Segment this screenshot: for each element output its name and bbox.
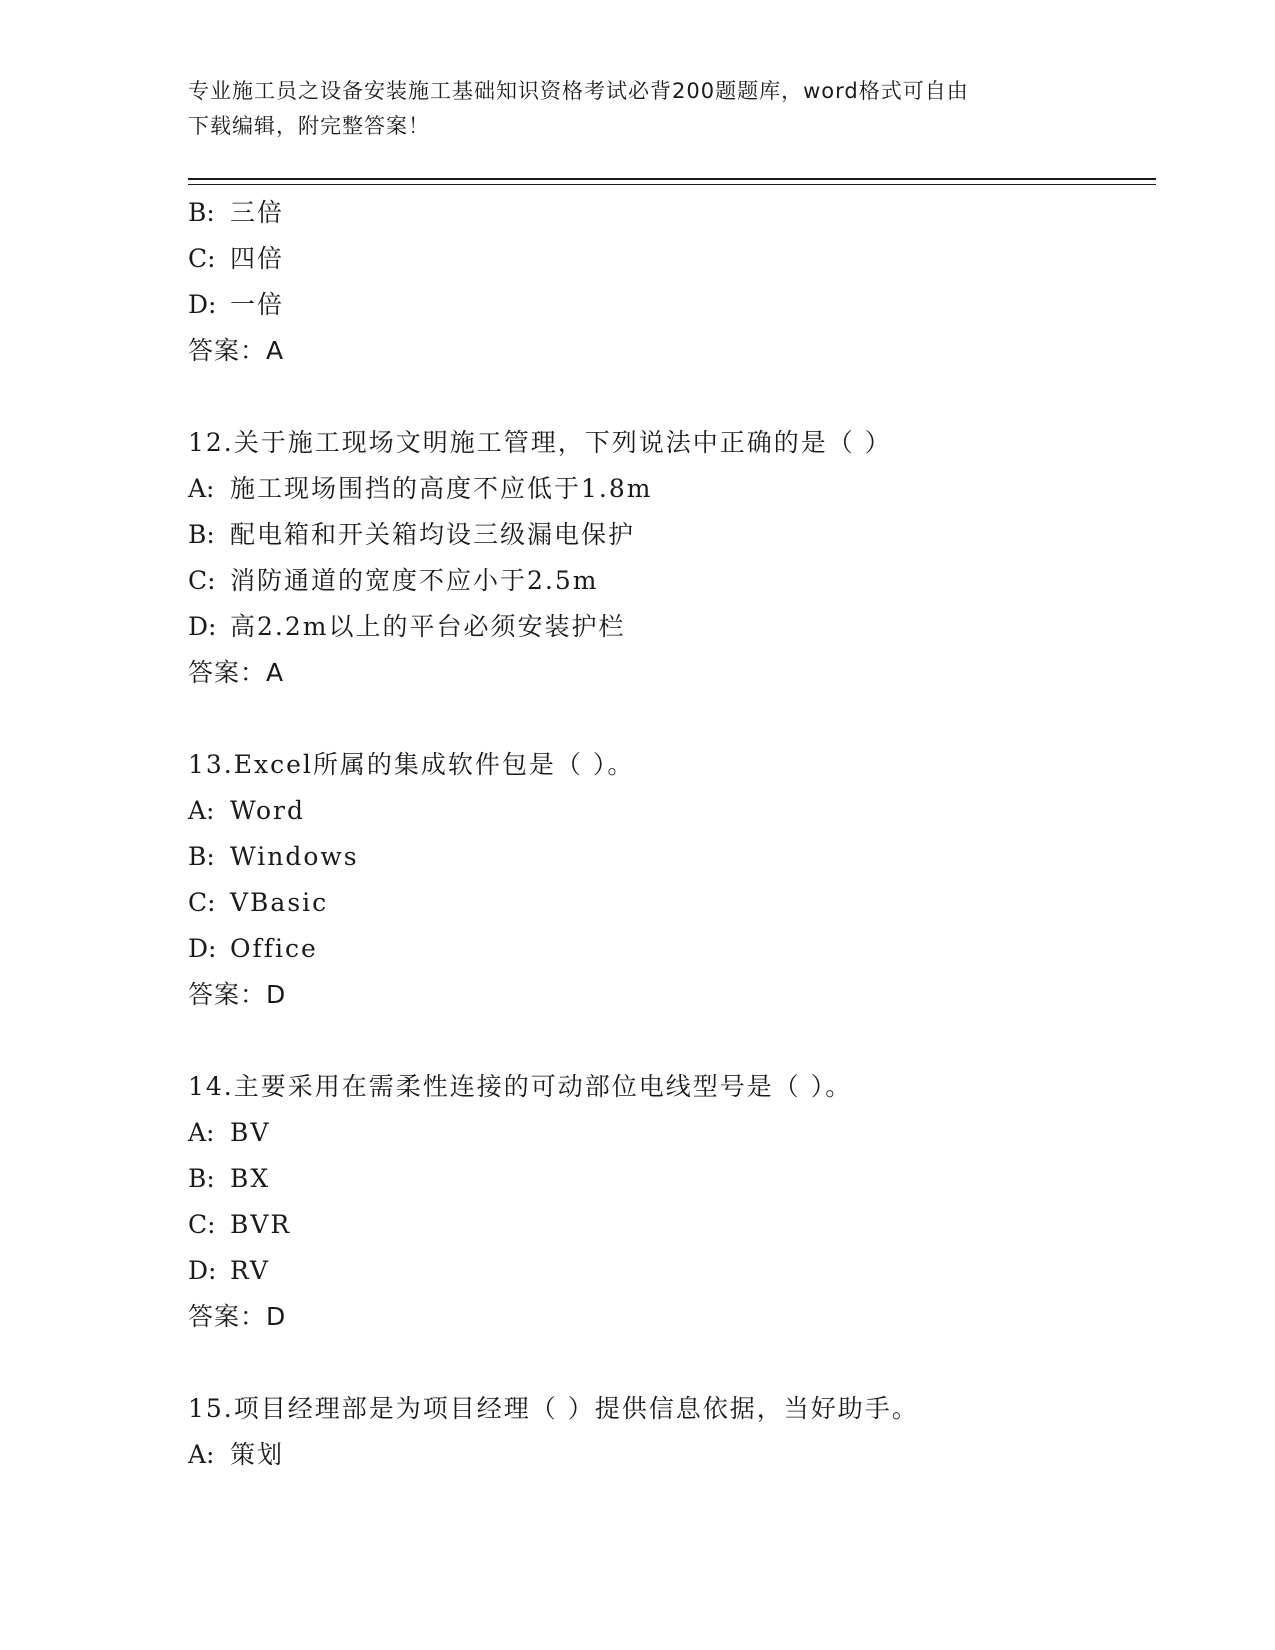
spacer [188, 1340, 1148, 1386]
option-label: A: [188, 1118, 215, 1147]
option-text: Windows [230, 842, 359, 871]
question-stem: 14.主要采用在需柔性连接的可动部位电线型号是（ ）。 [188, 1072, 853, 1101]
option-row [188, 604, 1148, 650]
answer-line: 答案：A [188, 336, 285, 365]
option-text: 策划 [230, 1440, 285, 1469]
header-rule-thin [188, 184, 1156, 185]
header-line-1: 专业施工员之设备安装施工基础知识资格考试必背200题题库，word格式可自由 [188, 79, 969, 103]
option-text: 四倍 [230, 244, 285, 273]
option-label: B: [188, 1164, 215, 1193]
option-label: D: [188, 290, 217, 319]
answer-line: 答案：D [188, 980, 287, 1009]
option-row [188, 1248, 1148, 1294]
option-label: D: [188, 612, 217, 641]
question-list [188, 190, 1148, 1478]
option-text: RV [230, 1256, 270, 1285]
option-text: VBasic [230, 888, 329, 917]
option-label: D: [188, 1256, 217, 1285]
option-text: 高2.2m以上的平台必须安装护栏 [230, 612, 626, 641]
option-text: 一倍 [230, 290, 285, 319]
option-label: C: [188, 1210, 216, 1239]
option-row [188, 1156, 1148, 1202]
option-label: A: [188, 1440, 215, 1469]
header-rule-thick [188, 178, 1156, 180]
option-label: D: [188, 934, 217, 963]
option-text: Word [230, 796, 306, 825]
option-row [188, 834, 1148, 880]
option-label: C: [188, 566, 216, 595]
option-row [188, 880, 1148, 926]
question-stem: 15.项目经理部是为项目经理（ ）提供信息依据，当好助手。 [188, 1394, 919, 1423]
option-row [188, 1110, 1148, 1156]
option-row [188, 466, 1148, 512]
option-text: 消防通道的宽度不应小于2.5m [230, 566, 599, 595]
header-line-2: 下载编辑，附完整答案！ [188, 114, 430, 138]
option-row [188, 190, 1148, 236]
document-header [188, 74, 1088, 144]
option-label: C: [188, 244, 216, 273]
option-label: B: [188, 198, 215, 227]
option-row [188, 926, 1148, 972]
option-label: B: [188, 520, 215, 549]
option-text: 三倍 [230, 198, 285, 227]
option-label: A: [188, 796, 215, 825]
option-label: A: [188, 474, 215, 503]
answer-line: 答案：D [188, 1302, 287, 1331]
option-row [188, 788, 1148, 834]
spacer [188, 374, 1148, 420]
question-stem: 12.关于施工现场文明施工管理，下列说法中正确的是（ ） [188, 428, 892, 457]
option-row [188, 512, 1148, 558]
answer-line: 答案：A [188, 658, 285, 687]
option-label: B: [188, 842, 215, 871]
spacer [188, 696, 1148, 742]
option-text: 施工现场围挡的高度不应低于1.8m [230, 474, 653, 503]
option-row [188, 282, 1148, 328]
question-stem: 13.Excel所属的集成软件包是（ ）。 [188, 750, 635, 779]
spacer [188, 1018, 1148, 1064]
option-row [188, 1432, 1148, 1478]
option-text: 配电箱和开关箱均设三级漏电保护 [230, 520, 636, 549]
option-text: BVR [230, 1210, 292, 1239]
option-text: BV [230, 1118, 271, 1147]
option-row [188, 236, 1148, 282]
option-row [188, 1202, 1148, 1248]
option-text: BX [230, 1164, 271, 1193]
option-label: C: [188, 888, 216, 917]
option-text: Office [230, 934, 318, 963]
option-row [188, 558, 1148, 604]
